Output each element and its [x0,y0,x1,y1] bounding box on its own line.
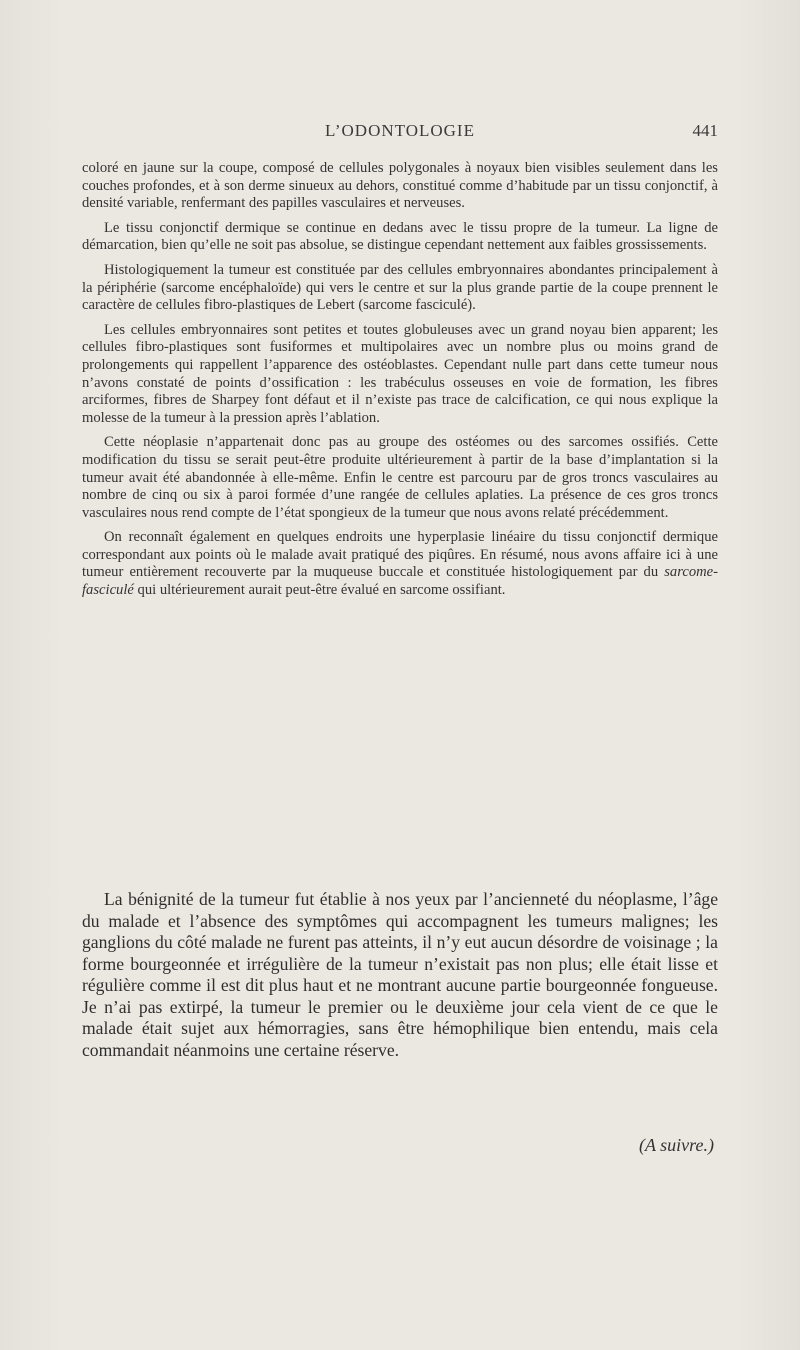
paragraph: Les cellules embryonnaires sont petites et toutes globuleuses avec un grand noyau bien apparent; les cellules fibro-plastiques sont fusiformes et multipolaires avec un nombre plus ou moins grand de prolongements qui rappellent l’apparence des ostéoblastes. Cependant nulle part dans cette tumeur nous n’avons constaté de points d’ossification : les trabéculus osseuses en voie de formation, les fibres arciformes, fibres de Sharpey font défaut et il n’existe pas trace de calcification, ce qui nous explique la molesse de la tumeur à la pression après l’ablation. [82,321,718,426]
paragraph: Le tissu conjonctif dermique se continue en dedans avec le tissu propre de la tumeur. La ligne de démarcation, bien qu’elle ne soit pas absolue, se distingue cependant nettement aux faibles grossissements. [82,219,718,254]
paragraph: Histologiquement la tumeur est constituée par des cellules embryonnaires abondantes principalement à la périphérie (sarcome encéphaloïde) qui vers le centre et sur la plus grande partie de la coupe prennent le caractère de cellules fibro-plastiques de Lebert (sarcome fasciculé). [82,261,718,314]
paragraph [82,529,718,599]
paragraph: Cette néoplasie n’appartenait donc pas au groupe des ostéomes ou des sarcomes ossifiés. Cette modification du tissu se serait peut-être produite ultérieurement à partir de la base d’implantation si la tumeur avait été abandonnée à elle-même. Enfin le centre est parcouru par de gros troncs vasculaires au nombre de cinq ou six à paroi formée d’une rangée de cellules aplaties. La présence de ces gros troncs vasculaires nous rend compte de l’état spongieux de la tumeur que nous avons relaté précédemment. [82,434,718,521]
page-header [82,121,718,147]
paragraph-text: On reconnaît également en quelques endroits une hyperplasie linéaire du tissu conjonctif dermique correspondant aux points où le malade avait pratiqué des piqûres. En résumé, nous avons affaire ici à une tumeur entièrement recouverte par la muqueuse buccale et constituée histologiquement par du [82,529,718,581]
paragraph-text: qui ultérieurement aurait peut-être évalué en sarcome ossifiant. [133,582,506,599]
article-body-small-print [82,160,718,607]
page-number: 441 [692,121,718,140]
paragraph: La bénignité de la tumeur fut établie à nos yeux par l’ancienneté du néoplasme, l’âge du malade et l’absence des symptômes qui accompagnent les tumeurs malignes; les ganglions du côté malade ne furent pas atteints, il n’y eut aucun désordre de voisinage ; la forme bourgeonnée et irrégulière de la tumeur n’existait pas non plus; elle était lisse et régulière comme il est dit plus haut et ne montrant aucune partie bourgeonnée fongueuse. Je n’ai pas extirpé, la tumeur le premier ou le deuxième jour cela vient de ce que le malade était sujet aux hémorragies, sans être hémophilique bien entendu, mais cela commandait néanmoins une certaine réserve. [82,889,718,1060]
running-title: L’ODONTOLOGIE [325,121,475,140]
article-body-large-print [82,889,718,1061]
italic-term: sarcome-fasciculé [82,564,718,599]
continuation-note: (A suivre.) [639,1135,714,1155]
paragraph: coloré en jaune sur la coupe, composé de cellules polygonales à noyaux bien visibles seulement dans les couches profondes, et à son derme sinueux au dehors, constitué comme d’habitude par un tissu conjonctif, à densité variable, renfermant des papilles vasculaires et nerveuses. [82,160,718,212]
